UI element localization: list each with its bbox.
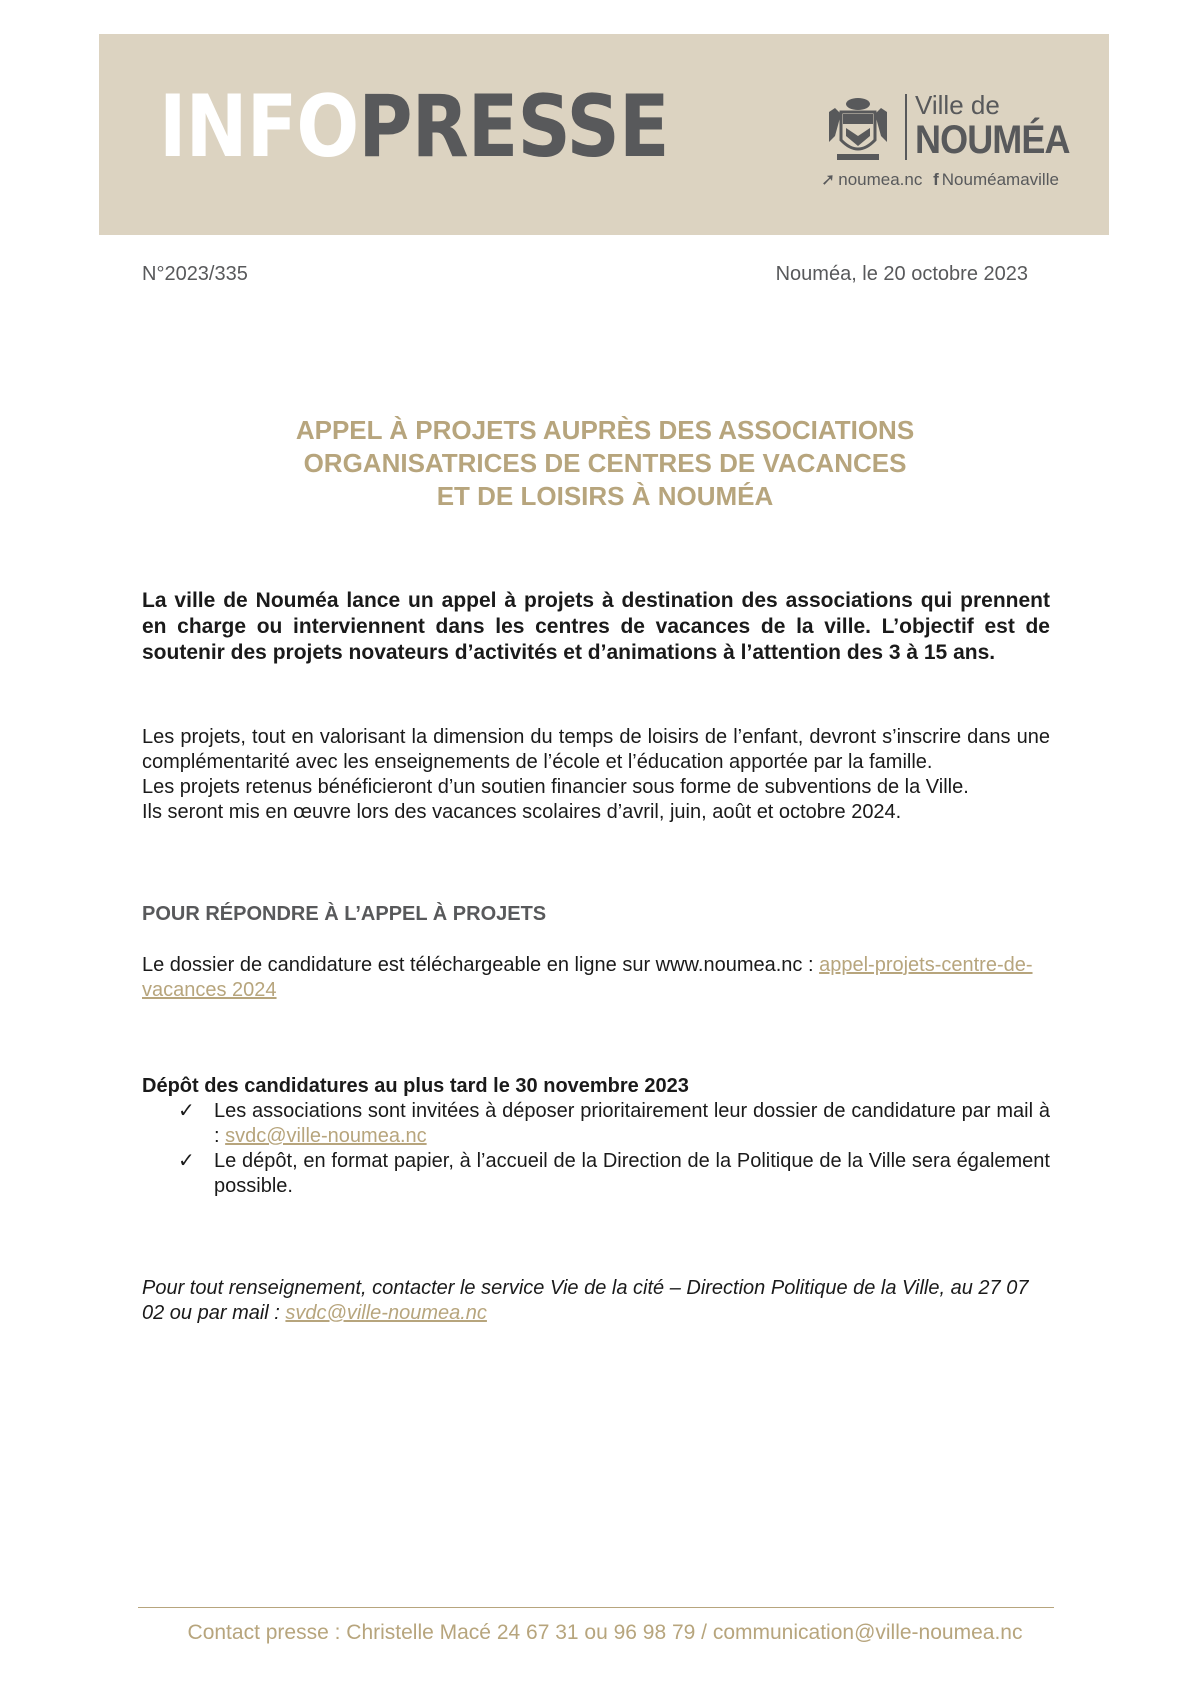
title-line-1: APPEL À PROJETS AUPRÈS DES ASSOCIATIONS: [295, 415, 915, 445]
respond-section-title: POUR RÉPONDRE À L’APPEL À PROJETS: [142, 903, 547, 925]
logo-name: NOUMÉA: [915, 118, 1070, 162]
logo-site: noumea.nc: [838, 170, 923, 189]
deposit-checklist: [142, 1099, 1050, 1199]
contact-paragraph: [142, 1276, 1050, 1326]
contact-text: Pour tout renseignement, contacter le service Vie de la cité – Direction Politique de la Ville, au 27 07 02 ou par mail :: [142, 1277, 1029, 1324]
respond-paragraph: [142, 953, 1050, 1003]
title-line-3: ET DE LOISIRS À NOUMÉA: [436, 481, 774, 511]
logo-links: [821, 170, 1059, 190]
city-logo: [821, 90, 1070, 210]
email-link[interactable]: svdc@ville-noumea.nc: [225, 1125, 427, 1147]
checkmark-icon: ✓: [178, 1100, 195, 1122]
deadline-title: Dépôt des candidatures au plus tard le 30 novembre 2023: [142, 1075, 689, 1097]
body-paragraph-2: Les projets retenus bénéficieront d’un soutien financier sous forme de subventions de la Ville.: [142, 776, 969, 798]
body-paragraph-1: Les projets, tout en valorisant la dimension du temps de loisirs de l’enfant, devront s’inscrire dans une complémentarité avec les enseignements de l’école et l’éducation apportée par la famille.: [142, 726, 1050, 773]
header-banner: [99, 34, 1109, 235]
title-line-2: ORGANISATRICES DE CENTRES DE VACANCES: [303, 448, 907, 478]
list-item-text: Le dépôt, en format papier, à l’accueil de la Direction de la Politique de la Ville sera également possible.: [214, 1150, 1050, 1197]
logo-separator: [905, 94, 907, 160]
logo-ville: Ville de: [915, 90, 1000, 120]
contact-email-link[interactable]: svdc@ville-noumea.nc: [285, 1302, 487, 1324]
brand-info: INFO: [159, 77, 359, 177]
list-item: [142, 1099, 1050, 1149]
brand-wordmark: [159, 77, 669, 177]
arrow-icon: ➚: [821, 170, 836, 189]
facebook-icon: f: [933, 170, 939, 189]
body-paragraph-3: Ils seront mis en œuvre lors des vacances scolaires d’avril, juin, août et octobre 2024.: [142, 801, 902, 823]
page-title: [100, 414, 1110, 513]
lead-paragraph: La ville de Nouméa lance un appel à projets à destination des associations qui prennent en charge ou interviennent dans les centres de vacances de la ville. L’objectif est de soutenir des projets novateurs d’activités et d’animations à l’attention des 3 à 15 ans.: [142, 589, 1050, 664]
checkmark-icon: ✓: [178, 1150, 195, 1172]
press-number: N°2023/335: [142, 263, 248, 285]
logo-facebook: Nouméamaville: [941, 170, 1059, 189]
brand-presse: PRESSE: [358, 77, 669, 177]
body-paragraphs: [142, 725, 1050, 825]
press-contact-footer: Contact presse : Christelle Macé 24 67 31 ou 96 98 79 / communication@ville-noumea.nc: [187, 1621, 1023, 1644]
respond-text: Le dossier de candidature est téléchargeable en ligne sur www.noumea.nc :: [142, 954, 820, 976]
city-crest-icon: [821, 96, 895, 166]
list-item-text: Les associations sont invitées à déposer prioritairement leur dossier de candidature par mail à :: [214, 1100, 1050, 1147]
list-item: [142, 1149, 1050, 1199]
application-link[interactable]: appel-projets-centre-de-vacances 2024: [142, 954, 1033, 1001]
press-date: Nouméa, le 20 octobre 2023: [775, 263, 1028, 285]
footer-divider: [138, 1607, 1054, 1608]
